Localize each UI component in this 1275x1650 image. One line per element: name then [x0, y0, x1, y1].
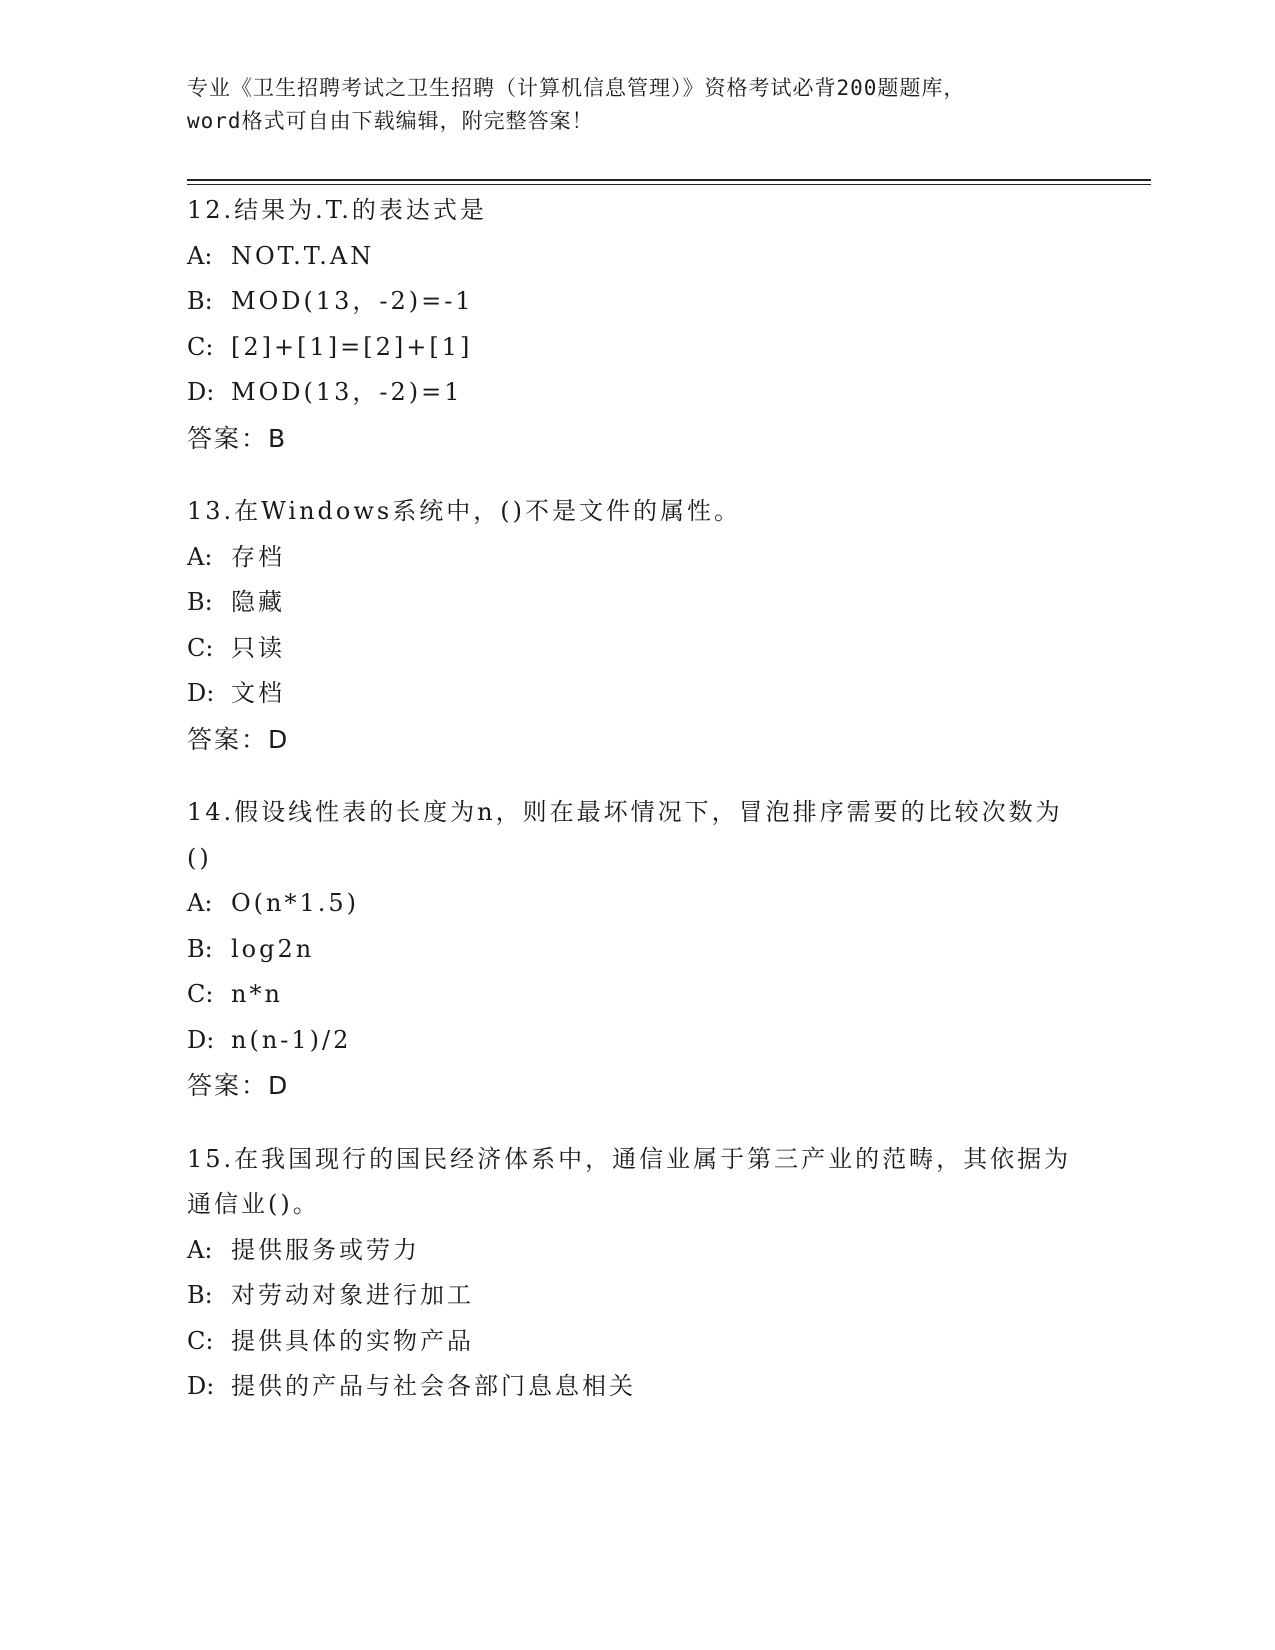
option-text: log2n	[231, 934, 315, 963]
option-letter: A:	[187, 241, 213, 270]
option-letter: D:	[187, 1372, 215, 1400]
option-text: n*n	[231, 980, 283, 1008]
option-letter: C:	[187, 1326, 214, 1355]
option-c	[187, 1319, 1087, 1365]
question-12	[187, 188, 1087, 461]
option-text: [2]+[1]=[2]+[1]	[231, 332, 473, 361]
option-a	[187, 1228, 1087, 1274]
header-divider-thick	[187, 179, 1151, 181]
option-d	[187, 1364, 1087, 1410]
option-text: 隐藏	[231, 588, 285, 616]
option-d	[187, 370, 1087, 416]
option-letter: C:	[187, 980, 214, 1008]
option-c	[187, 325, 1087, 371]
option-letter: B:	[187, 588, 213, 616]
option-d	[187, 671, 1087, 717]
document-header	[187, 72, 1087, 138]
option-b	[187, 1273, 1087, 1319]
option-b	[187, 927, 1087, 973]
header-divider-thin	[187, 184, 1151, 185]
option-letter: D:	[187, 679, 215, 707]
answer-line: 答案：B	[187, 423, 288, 453]
option-text: MOD(13，-2)=1	[231, 378, 463, 406]
option-letter: A:	[187, 1235, 213, 1264]
option-letter: B:	[187, 934, 213, 963]
option-letter: C:	[187, 332, 214, 361]
option-text: O(n*1.5)	[231, 889, 360, 917]
option-text: 文档	[231, 679, 285, 707]
question-list	[187, 188, 1087, 1438]
option-c	[187, 972, 1087, 1018]
option-letter: C:	[187, 633, 214, 662]
option-text: 提供服务或劳力	[231, 1235, 420, 1264]
option-a	[187, 234, 1087, 280]
option-letter: A:	[187, 889, 213, 917]
option-letter: A:	[187, 542, 213, 571]
option-text: 提供的产品与社会各部门息息相关	[231, 1372, 636, 1400]
option-a	[187, 535, 1087, 581]
option-b	[187, 580, 1087, 626]
option-c	[187, 626, 1087, 672]
option-letter: D:	[187, 1025, 215, 1054]
question-stem: 14.假设线性表的长度为n，则在最坏情况下，冒泡排序需要的比较次数为()	[187, 798, 1063, 872]
option-text: NOT.T.AN	[231, 241, 375, 270]
question-stem: 13.在Windows系统中，()不是文件的属性。	[187, 497, 741, 525]
header-line-1: 专业《卫生招聘考试之卫生招聘（计算机信息管理）》资格考试必背200题题库，	[187, 76, 966, 100]
question-15	[187, 1137, 1087, 1410]
question-14	[187, 790, 1087, 1109]
option-letter: D:	[187, 378, 215, 406]
question-13	[187, 489, 1087, 762]
question-stem: 12.结果为.T.的表达式是	[187, 196, 487, 224]
answer-line: 答案：D	[187, 1071, 290, 1100]
option-a	[187, 881, 1087, 927]
option-text: 提供具体的实物产品	[231, 1326, 474, 1355]
option-letter: B:	[187, 287, 213, 315]
answer-line: 答案：D	[187, 724, 290, 754]
option-b	[187, 279, 1087, 325]
header-line-2: word格式可自由下载编辑，附完整答案！	[187, 109, 594, 133]
option-letter: B:	[187, 1281, 213, 1309]
option-text: 存档	[231, 542, 285, 571]
option-d	[187, 1018, 1087, 1064]
option-text: 对劳动对象进行加工	[231, 1281, 474, 1309]
option-text: n(n-1)/2	[231, 1025, 352, 1054]
question-stem: 15.在我国现行的国民经济体系中，通信业属于第三产业的范畴，其依据为通信业()。	[187, 1144, 1072, 1218]
option-text: 只读	[231, 633, 285, 662]
option-text: MOD(13，-2)=-1	[231, 287, 474, 315]
